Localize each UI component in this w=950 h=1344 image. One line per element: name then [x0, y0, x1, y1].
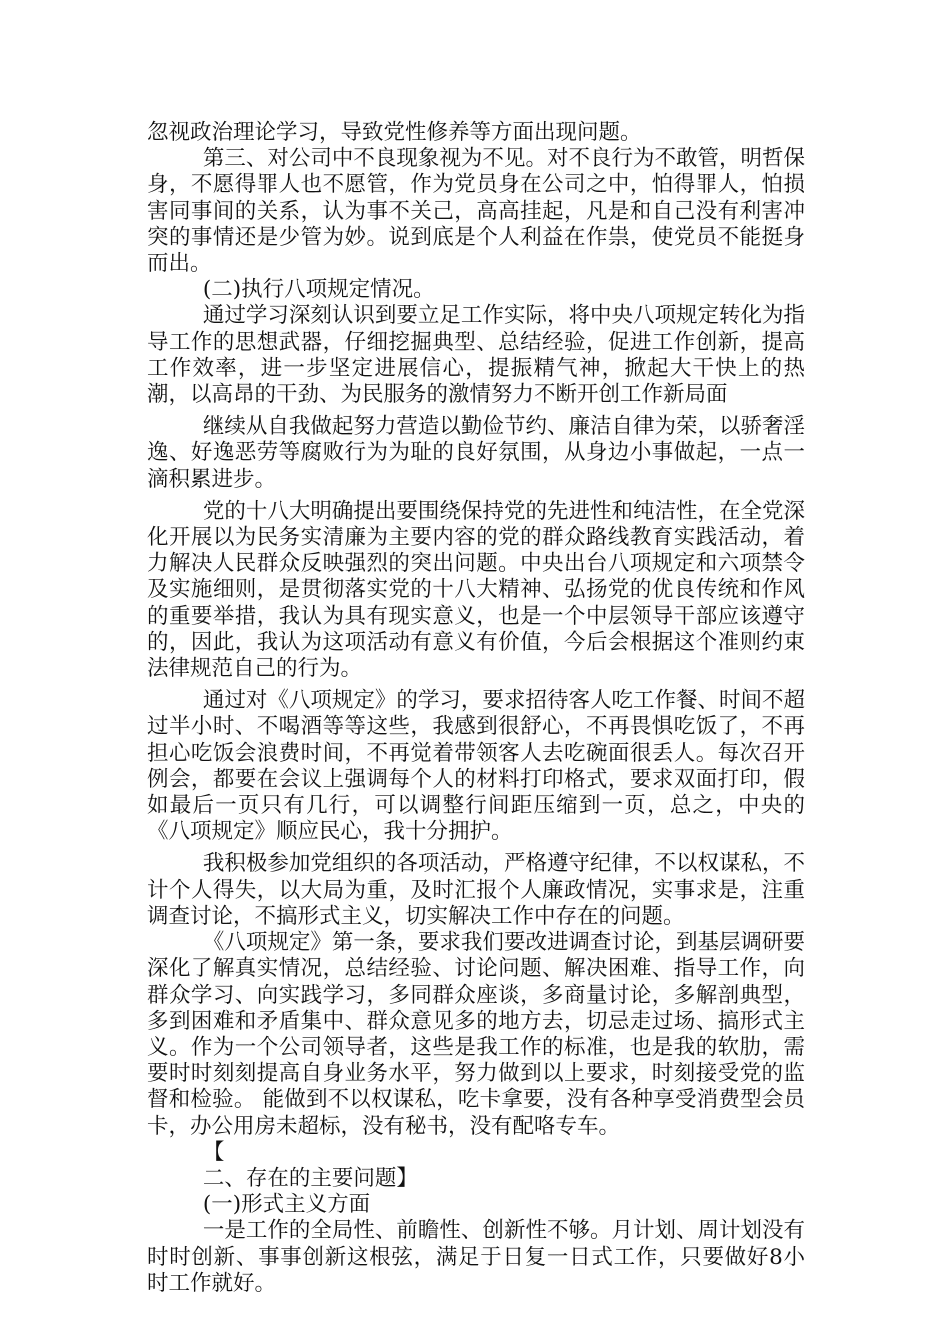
paragraph-study-understanding: 通过学习深刻认识到要立足工作实际，将中央八项规定转化为指导工作的思想武器，仔细挖掘典型、总结经验，促进工作创新，提高工作效率，进一步坚定进展信心，提振精气神，掀起大干快上的热潮，以高昂的干劲、为民服务的激情努力不断开创工作新局面 [147, 303, 805, 408]
section-heading-eight-rules: (二)执行八项规定情况。 [202, 277, 435, 303]
paragraph-continue-from-self: 继续从自我做起努力营造以勤俭节约、廉洁自律为荣，以骄奢淫逸、好逸恶劳等腐败行为为耻的良好氛围，从身边小事做起，一点一滴积累进步。 [147, 414, 805, 492]
section-heading-main-problems: 二、存在的主要问题】 [202, 1165, 418, 1191]
paragraph-rule-one: 《八项规定》第一条，要求我们要改进调查讨论，到基层调研要深化了解真实情况，总结经验、讨论问题、解决困难、指导工作，向群众学习、向实践学习，多同群众座谈，多商量讨论，多解剖典型，多到困难和矛盾集中、群众意见多的地方去，切忌走过场、搞形式主义。作为一个公司领导者，这些是我工作的标准，也是我的软肋，需要时时刻刻提高自身业务水平，努力做到以上要求，时刻接受党的监督和检验。 能做到不以权谋私，吃卡拿要，没有各种享受消费型会员卡，办公用房未超标，没有秘书，没有配咯专车。 [147, 930, 805, 1139]
bracket-open: 【 [202, 1139, 225, 1165]
subsection-heading-formalism: (一)形式主义方面 [202, 1192, 371, 1218]
paragraph-study-eight-rules: 通过对《八项规定》的学习，要求招待客人吃工作餐、时间不超过半小时、不喝酒等等这些，我感到很舒心，不再畏惧吃饭了，不再担心吃饭会浪费时间，不再觉着带领客人去吃碗面很丢人。每次召开例会，都要在会议上强调每个人的材料打印格式，要求双面打印，假如最后一页只有几行，可以调整行间距压缩到一页，总之，中央的《八项规定》顺应民心，我十分拥护。 [147, 688, 805, 845]
paragraph-eighteenth-congress: 党的十八大明确提出要围绕保持党的先进性和纯洁性，在全党深化开展以为民务实清廉为主要内容的党的群众路线教育实践活动，着力解决人民群众反映强烈的突出问题。中央出台八项规定和六项禁令及实施细则，是贯彻落实党的十八大精神、弘扬党的优良传统和作风的重要举措，我认为具有现实意义，也是一个中层领导干部应该遵守的，因此，我认为这项活动有意义有价值，今后会根据这个准则约束法律规范自己的行为。 [147, 498, 805, 682]
paragraph-continuation: 忽视政治理论学习，导致党性修养等方面出现问题。 [147, 120, 642, 145]
paragraph-first-problem: 一是工作的全局性、前瞻性、创新性不够。月计划、周计划没有时时创新、事事创新这根弦，满足于日复一日式工作，只要做好8小时工作就好。 [147, 1218, 805, 1296]
paragraph-active-participation: 我积极参加党组织的各项活动，严格遵守纪律，不以权谋私，不计个人得失，以大局为重，及时汇报个人廉政情况，实事求是，注重调查讨论，不搞形式主义，切实解决工作中存在的问题。 [147, 851, 805, 929]
document-body [147, 120, 805, 1297]
paragraph-third-point: 第三、对公司中不良现象视为不见。对不良行为不敢管，明哲保身，不愿得罪人也不愿管，作为党员身在公司之中，怕得罪人，怕损害同事间的关系，认为事不关己，高高挂起，凡是和自己没有利害冲突的事情还是少管为妙。说到底是个人利益在作祟，使党员不能挺身而出。 [147, 146, 805, 277]
